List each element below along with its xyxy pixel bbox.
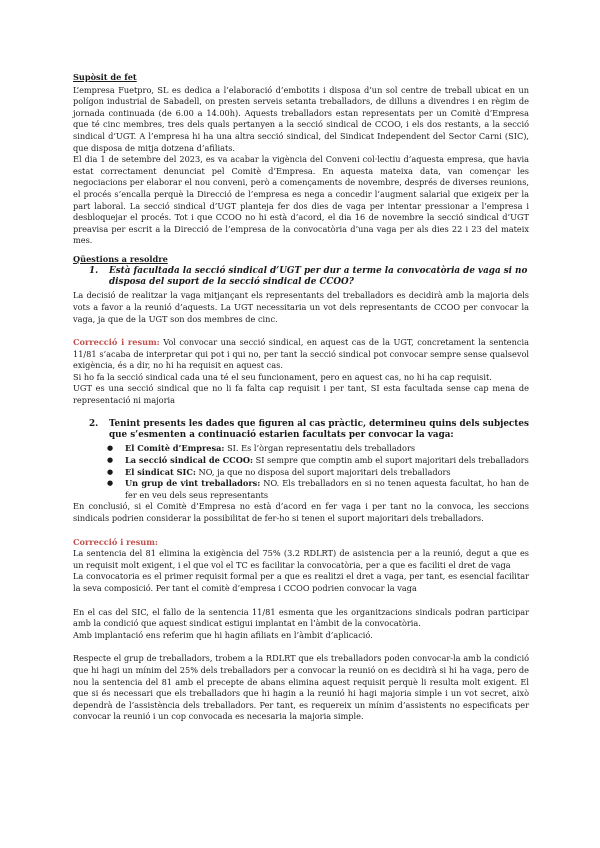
list-item	[125, 467, 529, 479]
subjects-list	[73, 443, 529, 501]
question-2-number: 2.	[89, 418, 99, 429]
questions-heading: Qüestions a resoldre	[73, 253, 168, 264]
answer-1: La decisió de realitzar la vaga mitjançant els representants del treballadors es decidirà amb la majoria dels vots a favor a la reunió d’aquests. La UGT necessitaria un vot dels representants de CCOO per convocar la vaga, ja que de la UGT son dos membres de cinc.	[73, 290, 529, 324]
correction-2-paragraph-2: La convocatoria es el primer requisit formal per a que es realitzi el dret a vaga, per tant, es esencial facilitar la seva composició. Per tant el comitè d’empresa i CCOO podrien convocar la vaga	[73, 571, 529, 593]
correction-1-text: Vol convocar una secció sindical, en aquest cas de la UGT, concretament la sentencia 11/81 s’acaba de interpretar qui pot i qui no, per tant la secció sindical pot convocar sempre sense qualsevol exigència, és a dir, no hi ha requisit en aquest cas.	[73, 337, 530, 371]
list-item	[125, 455, 529, 467]
subject-desc: SI. Es l’òrgan representatiu dels treballadors	[224, 443, 416, 454]
correction-2-paragraph-5: Respecte el grup de treballadors, trobem a la RDLRT que els treballadors poden convocar-la amb la condició que hi hagi un mínim del 25% dels treballadors per a convocar la reunió on es decidirà si hi ha vaga, pero de nou la sentencia del 81 amb el precepte de abans elimina aquest requisit perquè li resulta molt exigent. El que si és necessari que els treballadors que hi hagin a la reunió hi hagi majoria simple i un vot secret, això dependrà de l’assistència dels treballadors. Per tant, es requereix un mínim d’assistents no especificats per convocar la reunió i un cop convocada es necesaria la majoria simple.	[73, 653, 529, 722]
subject-desc: NO. Els treballadors en si no tenen aquesta facultat, ho han de fer en veu dels seus representants	[125, 478, 529, 500]
facts-paragraph-2: El dia 1 de setembre del 2023, es va acabar la vigència del Conveni col·lectiu d’aquesta empresa, que havia estat correctament denunciat pel Comitè d’Empresa. En aquesta mateixa data, van començar les negociacions per elaborar el nou conveni, però a començaments de novembre, després de diverses reunions, el procés s’encalla perquè la Direcció de l’empresa es nega a concedir l’augment salarial que exigeix per la part laboral. La secció sindical d’UGT planteja fer dos dies de vaga per intentar pressionar a l’empresa i desbloquejar el procés. Tot i que CCOO no hi està d’acord, el dia 16 de novembre la secció sindical d’UGT preavisa per escrit a la Direcció de l’empresa de la convocatòria d’una vaga per als dies 22 i 23 del mateix mes.	[73, 154, 529, 246]
question-1-text: Està facultada la secció sindical d’UGT per dur a terme la convocatòria de vaga si no disposa del suport de la secció sindical de CCOO?	[109, 265, 528, 287]
question-2	[73, 419, 529, 442]
correction-2-paragraph-1: La sentencia del 81 elimina la exigència del 75% (3.2 RDLRT) de asistencia per a la reunió, degut a que es un requisit molt exigent, i el que vol el TC es facilitar la convocatòria, per a que es faciliti el dret de vaga	[73, 548, 529, 570]
subject-term: La secció sindical de CCOO:	[125, 455, 253, 466]
correction-2-label: Correcció i resum:	[73, 536, 158, 547]
question-1	[73, 266, 529, 289]
document-body	[73, 72, 529, 723]
facts-paragraph-1: L’empresa Fuetpro, SL es dedica a l’elaboració d’embotits i disposa d’un sol centre de treball ubicat en un polígon industrial de Sabadell, on presten serveis setanta treballadors, de dilluns a divendres i en règim de jornada continuada (de 6.00 a 14.00h). Aquests treballadors estan representats per un Comitè d’Empresa que té cinc membres, tres dels quals pertanyen a la secció sindical de CCOO, i els dos restants, a la secció sindical d’UGT. A l’empresa hi ha una altra secció sindical, del Sindicat Independent del Sector Carni (SIC), que disposa de mitja dotzena d’afiliats.	[73, 84, 529, 153]
list-item	[125, 478, 529, 501]
correction-2-paragraph-3: En el cas del SIC, el fallo de la sentencia 11/81 esmenta que les organitzacions sindicals podran participar amb la condició que aquest sindicat estigui implantat en l’àmbit de la convocatòria.	[73, 606, 529, 629]
question-1-number: 1.	[89, 265, 99, 276]
question-2-text: Tenint presents les dades que figuren al cas pràctic, determineu quins dels subjectes que s’esmenten a continuació estarien facultats per convocar la vaga:	[109, 418, 529, 441]
subject-term: El sindicat SIC:	[125, 466, 196, 477]
list-item	[125, 443, 529, 455]
correction-1	[73, 337, 529, 372]
subject-desc: SI sempre que comptin amb el suport majoritari dels treballadors	[253, 455, 529, 466]
correction-1-line-b: UGT es una secció sindical que no li fa falta cap requisit i per tant, SI esta facultada sense cap mena de representació ni majoria	[73, 383, 529, 406]
conclusion-2: En conclusió, si el Comitè d’Empresa no està d’acord en fer vaga i per tant no la convoca, les seccions sindicals podrien considerar la possibilitat de fer-ho si tenen el suport majoritari dels treballadors.	[73, 501, 529, 524]
subject-desc: NO, ja que no disposa del suport majoritari dels treballadors	[195, 466, 451, 477]
correction-1-label: Correcció i resum:	[73, 337, 160, 348]
subject-term: Un grup de vint treballadors:	[125, 478, 261, 489]
correction-2-paragraph-4: Amb implantació ens referim que hi hagin afiliats en l’àmbit d’aplicació.	[73, 629, 373, 640]
facts-heading: Supòsit de fet	[73, 72, 137, 82]
correction-1-line-a: Si ho fa la secció sindical cada una té el seu funcionament, pero en aquest cas, no hi ha cap requisit.	[73, 371, 492, 382]
subject-term: El Comitè d’Empresa:	[125, 443, 225, 454]
